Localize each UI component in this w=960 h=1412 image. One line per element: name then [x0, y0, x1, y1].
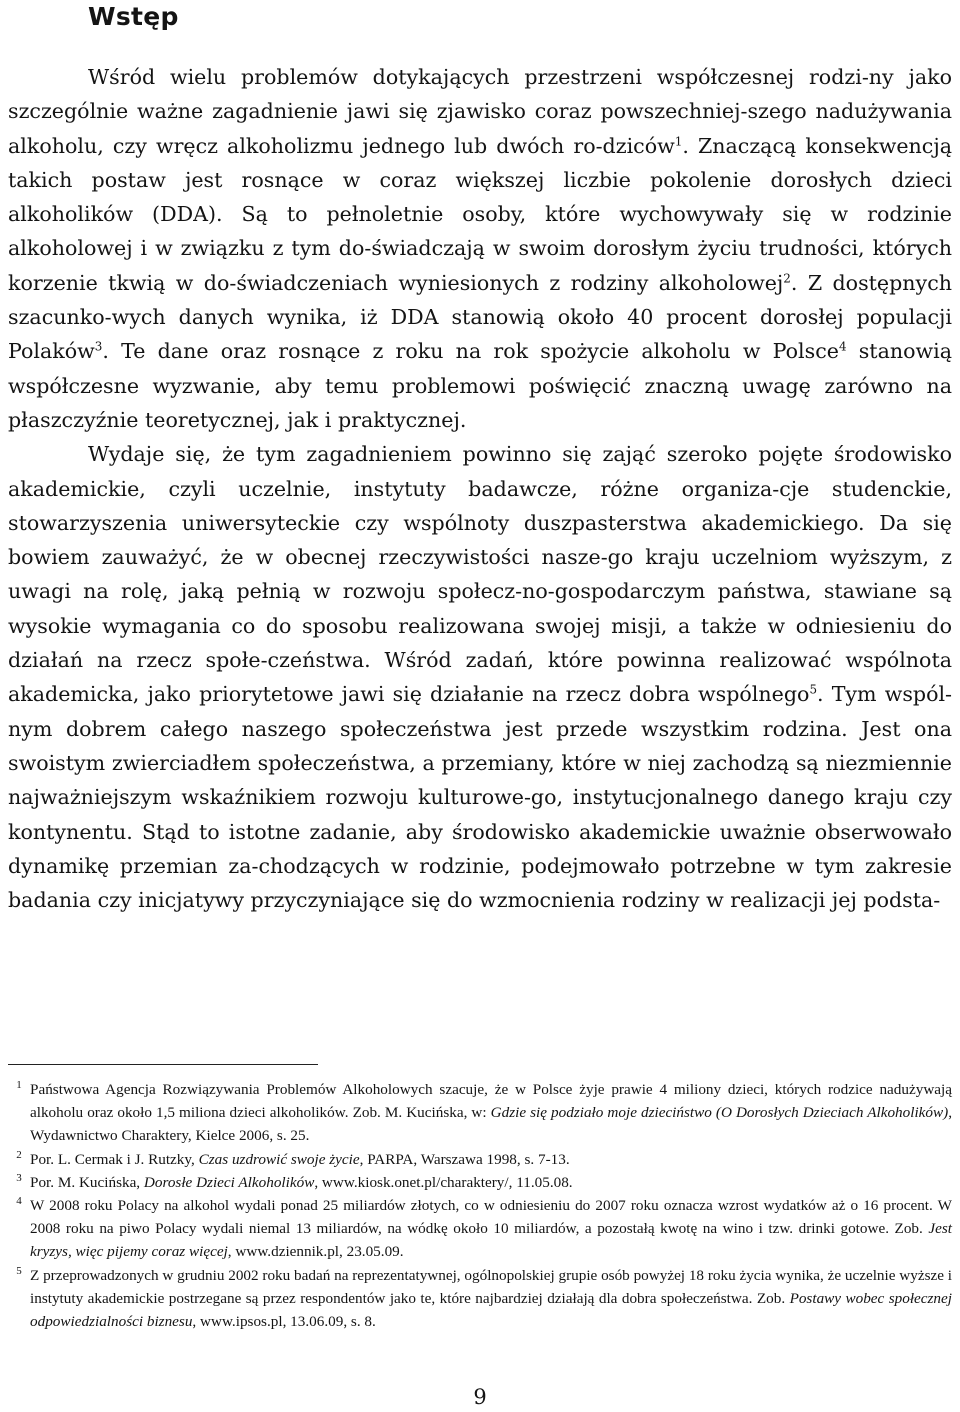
footnote-ref-4[interactable]: 4 — [838, 339, 847, 354]
text-run: . Tym wspól-nym dobrem całego naszego społeczeństwa jest przede wszystkim rodzina. Jest ona swoistym zwierciadłem społeczeństwa, a przemiany, które w niej zachodzą są niezmiennie najważniejszym wskaźnikiem rozwoju kulturowe-go, instytucjonalnego danego kraju czy kontynentu. Stąd to istotne zadanie, aby środowisko akademickie uważnie obserwowało dynamikę przemian za-chodzących w rodzinie, podejmowało potrzebne w tym zakresie badania czy inicjatywy przyczyniające się do wzmocnienia rodziny w realizacji jej podsta- — [8, 682, 953, 913]
text-run: . Z dostępnych szacunko-wych danych wynika, iż DDA stanowią około 40 procent dorosłej populacji Polaków — [8, 270, 952, 364]
cited-title: Czas uzdrowić swoje życie — [198, 1150, 360, 1168]
text-run: Wśród wielu problemów dotykających przestrzeni współczesnej rodzi-ny jako szczególnie ważne zagadnienie jawi się zjawisko coraz powszechniej-szego nadużywania alkoholu, czy wręcz alkoholizmu jednego lub dwóch ro-dziców — [8, 65, 952, 158]
footnote-1 — [8, 1078, 952, 1148]
text-run: Por. M. Kucińska, — [30, 1173, 144, 1191]
footnote-number: 3 — [16, 1171, 22, 1184]
footnote-text — [30, 1264, 952, 1334]
cited-title: Jest kryzys, więc pijemy coraz więcej — [30, 1220, 952, 1261]
footnotes — [8, 1078, 952, 1333]
text-run: , www.ipsos.pl, 13.06.09, s. 8. — [192, 1313, 376, 1331]
cited-title: Gdzie się podziało moje dzieciństwo (O Dorosłych Dzieciach Alkoholików) — [490, 1104, 949, 1122]
cited-title: Dorosłe Dzieci Alkoholików — [143, 1173, 315, 1191]
footnote-number: 2 — [16, 1148, 22, 1161]
footnote-ref-3[interactable]: 3 — [94, 339, 103, 354]
footnote-5 — [8, 1264, 952, 1334]
section-heading: Wstęp — [88, 2, 179, 31]
page-number: 9 — [473, 1385, 487, 1409]
text-run: W 2008 roku Polacy na alkohol wydali ponad 25 miliardów złotych, co w odniesieniu do 2007 roku oznacza wzrost wydatków aż o 16 procent. W 2008 roku na piwo Polacy wydali niemal 13 miliardów, na wódkę około 10 miliardów, a pozostałą kwotę na wino i tzw. drinki gotowe. Zob. — [30, 1197, 952, 1238]
text-run: Z przeprowadzonych w grudniu 2002 roku badań na reprezentatywnej, ogólnopolskiej grupie osób powyżej 18 roku życia wynika, że uczelnie wyższe i instytuty akademickie postrzegane są przez respondentów jako te, które najbardziej działają dla dobra społeczeństwa. Zob. — [30, 1266, 952, 1307]
footnote-text — [30, 1148, 952, 1171]
text-run: stanowią współczesne wyzwanie, aby temu problemowi poświęcić znaczną uwagę zarówno na płaszczyźnie teoretycznej, jak i praktycznej. — [8, 339, 952, 432]
paragraph-1 — [8, 60, 952, 437]
text-run: Wydaje się, że tym zagadnieniem powinno się zająć szeroko pojęte środowisko akademickie, czyli uczelnie, instytuty badawcze, różne organiza-cje studenckie, stowarzyszenia uniwersyteckie czy wspólnoty duszpasterstwa akademickiego. Da się bowiem zauważyć, że w obecnej rzeczywistości nasze-go kraju uczelniom wyższym, z uwagi na rolę, jaką pełnią w rozwoju społecz-no-gospodarczym państwa, stawiane są wysokie wymagania co do sposobu realizowana swojej misji, a także w odniesieniu do działań na rzecz społe-czeństwa. Wśród zadań, które powinna realizować wspólnota akademicka, jako priorytetowe jawi się działanie na rzecz dobra wspólnego — [8, 442, 952, 707]
paragraph-2 — [8, 437, 952, 917]
footnote-ref-1[interactable]: 1 — [674, 134, 683, 149]
text-run: , PARPA, Warszawa 1998, s. 7-13. — [359, 1150, 570, 1168]
footnote-text — [30, 1171, 952, 1194]
footnote-3 — [8, 1171, 952, 1194]
footnote-separator — [8, 1064, 318, 1065]
text-run: . Te dane oraz rosnące z roku na rok spożycie alkoholu w Polsce — [102, 339, 839, 364]
footnote-number: 1 — [16, 1079, 22, 1091]
text-run: , www.kiosk.onet.pl/charaktery/, 11.05.08. — [314, 1173, 573, 1191]
footnote-ref-5[interactable]: 5 — [809, 682, 818, 697]
footnote-text — [30, 1194, 952, 1264]
text-run: Państwowa Agencja Rozwiązywania Problemów Alkoholowych szacuje, że w Polsce żyje prawie 4 miliony dzieci, których rodzice nadużywają alkoholu oraz około 1,5 miliona dzieci alkoholików. Zob. M. Kucińska, w: — [30, 1081, 952, 1122]
footnote-4 — [8, 1194, 952, 1264]
text-run: , www.dziennik.pl, 23.05.09. — [227, 1243, 404, 1261]
footnote-text — [30, 1078, 952, 1148]
main-text — [8, 60, 952, 917]
footnote-ref-2[interactable]: 2 — [783, 271, 791, 286]
cited-title: Postawy wobec społecznej odpowiedzialności biznesu — [30, 1289, 952, 1331]
footnote-number: 4 — [16, 1195, 22, 1208]
footnote-2 — [8, 1148, 952, 1171]
footnote-number: 5 — [16, 1264, 22, 1277]
text-run: Por. L. Cermak i J. Rutzky, — [30, 1150, 199, 1168]
text-run: . Znaczącą konsekwencją takich postaw jest rosnące w coraz większej liczbie pokolenie dorosłych dzieci alkoholików (DDA). Są to pełnoletnie osoby, które wychowywały się w rodzinie alkoholowej i w związku z tym do-świadczają w swoim dorosłym życiu trudności, których korzenie tkwią w do-świadczeniach wyniesionych z rodziny alkoholowej — [8, 133, 952, 295]
text-run: , Wydawnictwo Charaktery, Kielce 2006, s. 25. — [30, 1104, 952, 1145]
